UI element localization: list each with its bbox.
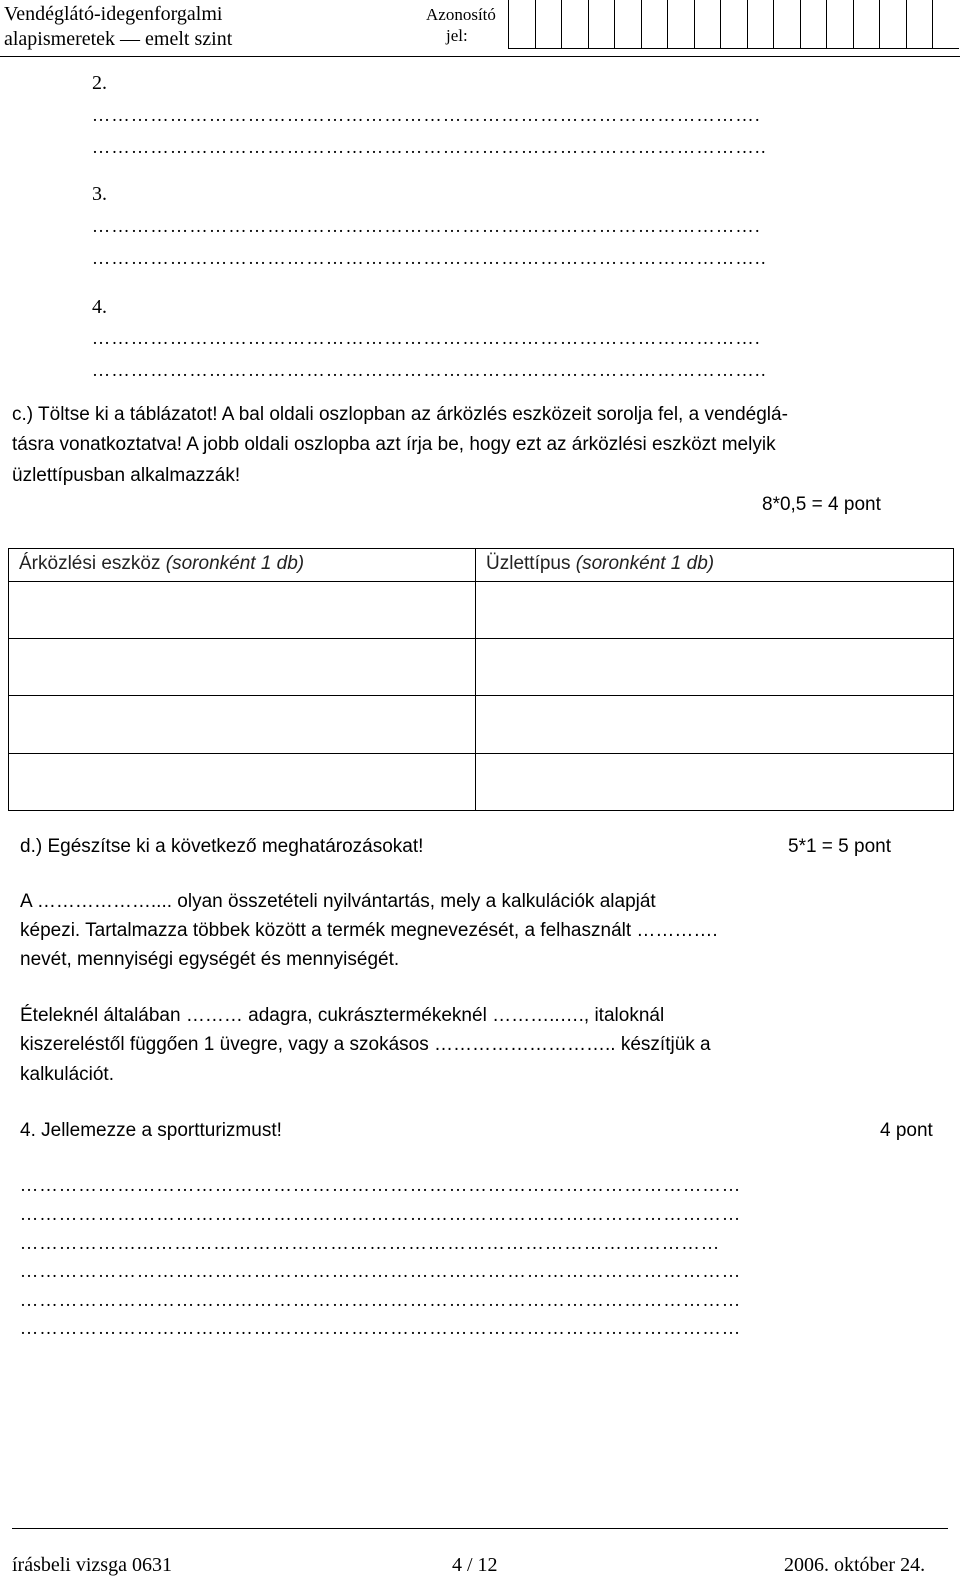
task-d-text: nevét, mennyiségi egységét és mennyiségét. bbox=[20, 949, 400, 970]
subject-title-line2: alapismeretek — emelt szint bbox=[4, 28, 233, 50]
answer-line[interactable]: …………………………………………………………………………………………. bbox=[92, 328, 761, 348]
answer-line[interactable]: ………………...…………………………………………………………………………… bbox=[20, 1233, 721, 1253]
task-c-points: 8*0,5 = 4 pont bbox=[762, 494, 881, 515]
answer-line[interactable]: …………………………………………………………………………………………. bbox=[92, 105, 761, 125]
table-cell[interactable] bbox=[9, 754, 476, 811]
table-header-shop-type: Üzlettípus (soronként 1 db) bbox=[476, 549, 954, 582]
item-number: 4. bbox=[92, 296, 107, 318]
task-d-text: kiszereléstől függően 1 üvegre, vagy a szokásos ……………………….. készítjük a bbox=[20, 1034, 711, 1055]
task-4-points: 4 pont bbox=[880, 1120, 933, 1141]
answer-line[interactable]: ………………………………………………………………………………………………… bbox=[20, 1261, 742, 1281]
subject-title-line1: Vendéglátó-idegenforgalmi bbox=[4, 3, 223, 25]
answer-line[interactable]: ………………………………………………………………………………………….. bbox=[92, 360, 767, 380]
table-cell[interactable] bbox=[9, 696, 476, 754]
task-d-text: képezi. Tartalmazza többek között a termék megnevezését, a felhasznált …………. bbox=[20, 920, 718, 941]
task-d-text: kalkulációt. bbox=[20, 1064, 114, 1085]
task-d-text: Ételeknél általában ……… adagra, cukrásztermékeknél ………..…., italoknál bbox=[20, 1005, 665, 1026]
table-cell[interactable] bbox=[9, 639, 476, 696]
task-d-points: 5*1 = 5 pont bbox=[788, 836, 892, 857]
task-d-text: A ……………….... olyan összetételi nyilvántartás, mely a kalkulációk alapját bbox=[20, 891, 656, 912]
table-cell[interactable] bbox=[9, 582, 476, 639]
item-number: 3. bbox=[92, 183, 107, 205]
id-label-line1: Azonosító bbox=[426, 5, 496, 24]
task-4-title: 4. Jellemezze a sportturizmust! bbox=[20, 1120, 282, 1141]
answer-line[interactable]: ………………………………………………………………………………………………… bbox=[20, 1175, 742, 1195]
id-label-line2: jel: bbox=[446, 26, 468, 45]
task-c-text: tásra vonatkoztatva! A jobb oldali oszlopba azt írja be, hogy ezt az árközlési eszközt melyik bbox=[12, 434, 776, 455]
item-number: 2. bbox=[92, 72, 107, 94]
answer-line[interactable]: ………………………………………………………………………………………………… bbox=[20, 1318, 742, 1338]
answer-line[interactable]: ………………………………………………………………………………………………… bbox=[20, 1290, 742, 1310]
table-header-pricing-tool: Árközlési eszköz (soronként 1 db) bbox=[9, 549, 476, 582]
answer-line[interactable]: ………………………………………………………………………………………….. bbox=[92, 248, 767, 268]
footer-date: 2006. október 24. bbox=[784, 1554, 926, 1576]
task-c-text: üzlettípusban alkalmazzák! bbox=[12, 465, 241, 486]
footer-page: 4 / 12 bbox=[452, 1554, 498, 1576]
task-c-text: c.) Töltse ki a táblázatot! A bal oldali oszlopban az árközlés eszközeit sorolja fel, a vendéglá- bbox=[12, 404, 788, 425]
table-cell[interactable] bbox=[476, 639, 954, 696]
table-cell[interactable] bbox=[476, 696, 954, 754]
header-rule bbox=[0, 56, 960, 57]
answer-line[interactable]: ………………………………………………………………………………………………… bbox=[20, 1204, 742, 1224]
id-code-boxes[interactable] bbox=[508, 0, 959, 48]
answer-line[interactable]: …………………………………………………………………………………………. bbox=[92, 216, 761, 236]
table-cell[interactable] bbox=[476, 754, 954, 811]
task-d-title: d.) Egészítse ki a következő meghatározásokat! bbox=[20, 836, 424, 857]
footer-exam: írásbeli vizsga 0631 bbox=[12, 1554, 172, 1576]
pricing-table bbox=[8, 548, 954, 811]
footer-rule bbox=[12, 1528, 948, 1529]
answer-line[interactable]: ………………………………………………………………………………………….. bbox=[92, 137, 767, 157]
table-cell[interactable] bbox=[476, 582, 954, 639]
